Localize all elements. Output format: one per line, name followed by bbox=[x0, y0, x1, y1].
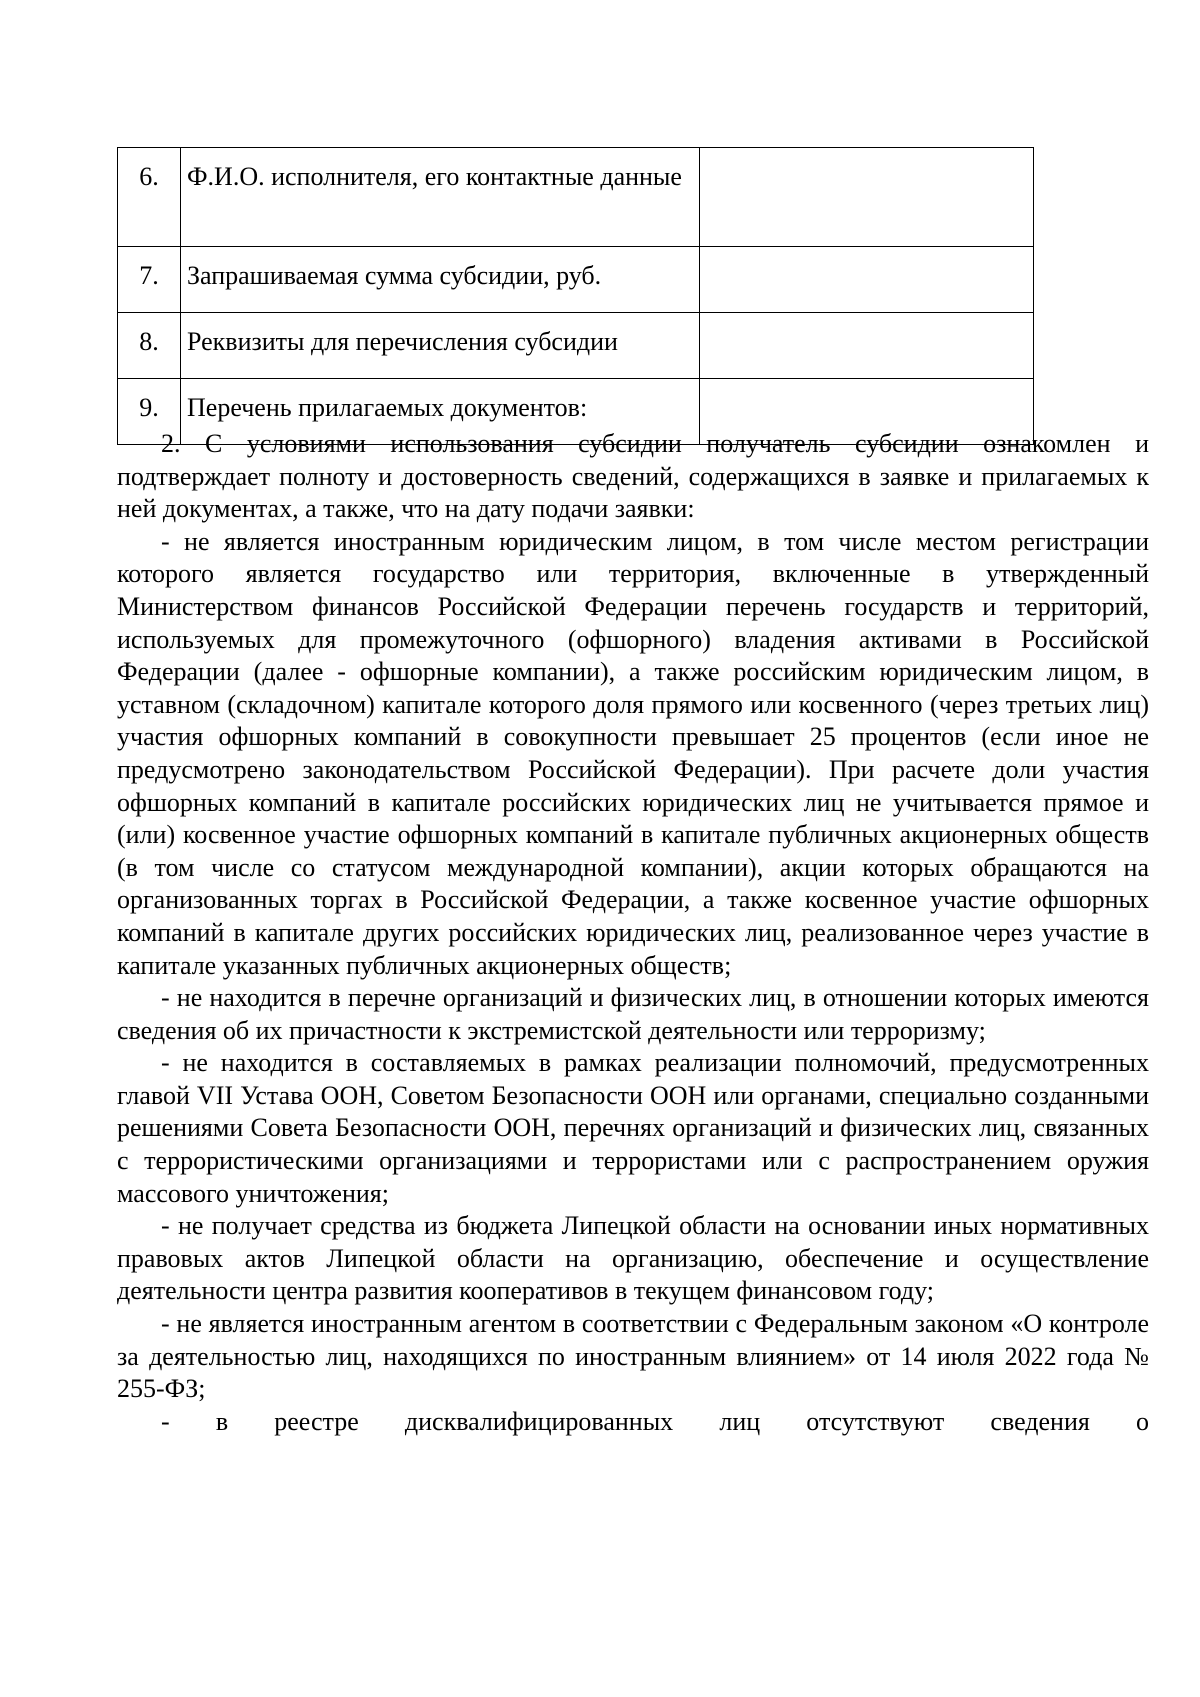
paragraph-budget: - не получает средства из бюджета Липецкой области на основании иных нормативных правовых актов Липецкой области на организацию, обеспечение и осуществление деятельности центра развития кооперативов в текущем финансовом году; bbox=[117, 1211, 1149, 1306]
table-row bbox=[118, 148, 1034, 247]
paragraph-conditions: 2. С условиями использования субсидии получатель субсидии ознакомлен и подтверждает полноту и достоверность сведений, содержащихся в заявке и прилагаемых к ней документах, а также, что на дату подачи заявки: bbox=[117, 429, 1149, 524]
document-body bbox=[117, 428, 1149, 1438]
row-number: 8. bbox=[118, 313, 181, 379]
row-number: 9. bbox=[118, 379, 181, 445]
paragraph-offshore: - не является иностранным юридическим лицом, в том числе местом регистрации которого является государство или территория, включенные в утвержденный Министерством финансов Российской Федерации перечень государств и территорий, используемых для промежуточного (офшорного) владения активами в Российской Федерации (далее - офшорные компании), а также российским юридическим лицом, в уставном (складочном) капитале которого доля прямого или косвенного (через третьих лиц) участия офшорных компаний в совокупности превышает 25 процентов (если иное не предусмотрено законодательством Российской Федерации). При расчете доли участия офшорных компаний в капитале российских юридических лиц не учитывается прямое и (или) косвенное участие офшорных компаний в капитале публичных акционерных обществ (в том числе со статусом международной компании), акции которых обращаются на организованных торгах в Российской Федерации, а также косвенное участие офшорных компаний в капитале других российских юридических лиц, реализованное через участие в капитале указанных публичных акционерных обществ; bbox=[117, 526, 1149, 980]
paragraph-un-lists: - не находится в составляемых в рамках реализации полномочий, предусмотренных главой VII Устава ООН, Советом Безопасности ООН или органами, специально созданными решениями Совета Безопасности ООН, перечнях организаций и физических лиц, связанных с террористическими организациями и террористами или с распространением оружия массового уничтожения; bbox=[117, 1048, 1149, 1208]
row-value bbox=[700, 148, 1034, 247]
row-value bbox=[700, 313, 1034, 379]
table-row bbox=[118, 247, 1034, 313]
row-label: Перечень прилагаемых документов: bbox=[181, 379, 700, 445]
row-number: 7. bbox=[118, 247, 181, 313]
row-value bbox=[700, 247, 1034, 313]
paragraph-foreign-agent: - не является иностранным агентом в соответствии с Федеральным законом «О контроле за деятельностью лиц, находящихся по иностранным влиянием» от 14 июля 2022 года № 255-ФЗ; bbox=[117, 1309, 1149, 1404]
paragraph-disqualified: - в реестре дисквалифицированных лиц отсутствуют сведения о bbox=[161, 1406, 1149, 1436]
application-form-table bbox=[117, 147, 1034, 445]
row-number: 6. bbox=[118, 148, 181, 247]
row-label: Ф.И.О. исполнителя, его контактные данные bbox=[181, 148, 700, 247]
table-row bbox=[118, 313, 1034, 379]
paragraph-extremism: - не находится в перечне организаций и физических лиц, в отношении которых имеются сведения об их причастности к экстремистской деятельности или терроризму; bbox=[117, 983, 1149, 1045]
row-label: Запрашиваемая сумма субсидии, руб. bbox=[181, 247, 700, 313]
row-label: Реквизиты для перечисления субсидии bbox=[181, 313, 700, 379]
